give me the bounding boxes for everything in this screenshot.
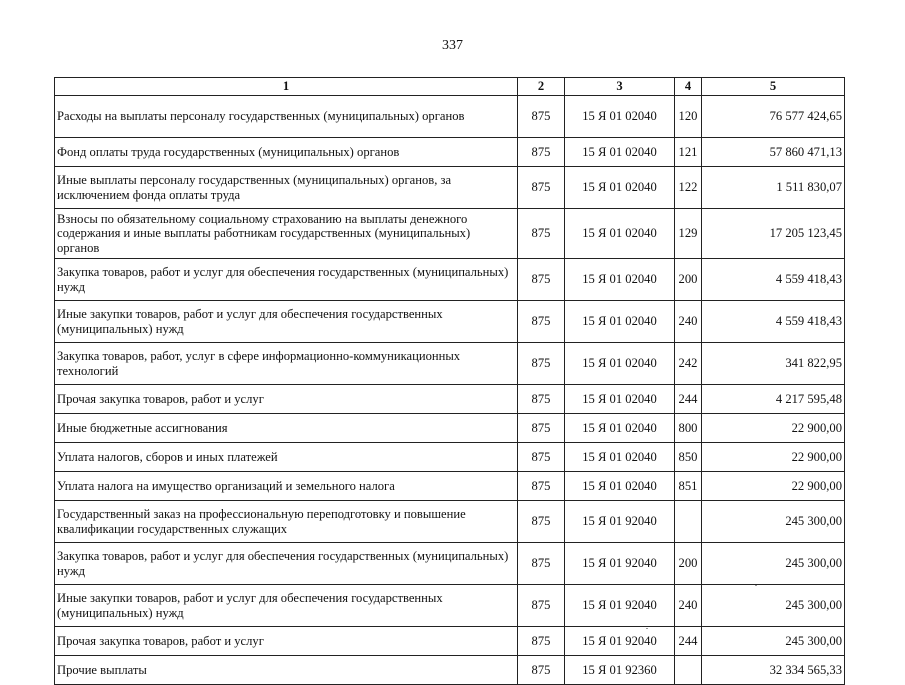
expense-kind: 240 [675,585,702,627]
table-row [55,443,845,472]
amount: 245 300,00 [702,501,845,543]
expense-kind: 800 [675,414,702,443]
target-article: 15 Я 01 02040 [565,472,675,501]
expense-name: Закупка товаров, работ и услуг для обеспечения государственных (муниципальных) нужд [55,259,518,301]
target-article: 15 Я 01 02040 [565,167,675,209]
target-article: 15 Я 01 02040 [565,259,675,301]
amount: 22 900,00 [702,443,845,472]
target-article: 15 Я 01 92040 [565,585,675,627]
expense-name: Взносы по обязательному социальному страхованию на выплаты денежного содержания и иные выплаты работникам государственных (муниципальных) органов [55,209,518,259]
target-article: 15 Я 01 02040 [565,414,675,443]
expense-kind: 242 [675,343,702,385]
department-code: 875 [518,414,565,443]
expense-kind: 244 [675,627,702,656]
department-code: 875 [518,138,565,167]
expense-kind: 244 [675,385,702,414]
department-code: 875 [518,472,565,501]
amount: 22 900,00 [702,472,845,501]
expense-kind: 850 [675,443,702,472]
expense-kind: 129 [675,209,702,259]
expense-name: Прочая закупка товаров, работ и услуг [55,385,518,414]
amount: 57 860 471,13 [702,138,845,167]
table-row [55,343,845,385]
expense-kind: 851 [675,472,702,501]
expense-kind: 120 [675,96,702,138]
expense-name: Иные закупки товаров, работ и услуг для обеспечения государственных (муниципальных) нужд [55,301,518,343]
department-code: 875 [518,96,565,138]
expense-name: Расходы на выплаты персоналу государственных (муниципальных) органов [55,96,518,138]
header-col-3: 3 [565,78,675,96]
department-code: 875 [518,443,565,472]
amount: 4 217 595,48 [702,385,845,414]
target-article: 15 Я 01 02040 [565,443,675,472]
target-article: 15 Я 01 02040 [565,96,675,138]
budget-table [54,77,845,685]
expense-name: Иные закупки товаров, работ и услуг для обеспечения государственных (муниципальных) нужд [55,585,518,627]
amount: 4 559 418,43 [702,301,845,343]
table-row [55,414,845,443]
department-code: 875 [518,301,565,343]
expense-name: Государственный заказ на профессиональную переподготовку и повышение квалификации государственных служащих [55,501,518,543]
expense-kind: 121 [675,138,702,167]
target-article: 15 Я 01 92360 [565,656,675,685]
amount: 245 300,00 [702,543,845,585]
expense-kind: 122 [675,167,702,209]
target-article: 15 Я 01 02040 [565,138,675,167]
expense-name: Фонд оплаты труда государственных (муниципальных) органов [55,138,518,167]
table-row [55,385,845,414]
target-article: 15 Я 01 02040 [565,385,675,414]
expense-kind [675,656,702,685]
target-article: 15 Я 01 02040 [565,301,675,343]
expense-kind: 200 [675,259,702,301]
amount: 1 511 830,07 [702,167,845,209]
department-code: 875 [518,167,565,209]
table-row [55,543,845,585]
amount: 32 334 565,33 [702,656,845,685]
header-col-4: 4 [675,78,702,96]
department-code: 875 [518,656,565,685]
table-row [55,627,845,656]
expense-kind [675,501,702,543]
table-row [55,501,845,543]
expense-name: Иные бюджетные ассигнования [55,414,518,443]
header-col-5: 5 [702,78,845,96]
department-code: 875 [518,585,565,627]
header-row [55,78,845,96]
amount: 245 300,00 [702,627,845,656]
target-article: 15 Я 01 92040 [565,543,675,585]
expense-name: Прочие выплаты [55,656,518,685]
target-article: 15 Я 01 02040 [565,209,675,259]
table-row [55,585,845,627]
expense-name: Иные выплаты персоналу государственных (муниципальных) органов, за исключением фонда оплаты труда [55,167,518,209]
page-number: 337 [442,38,463,53]
department-code: 875 [518,627,565,656]
expense-kind: 200 [675,543,702,585]
department-code: 875 [518,543,565,585]
department-code: 875 [518,259,565,301]
header-col-1: 1 [55,78,518,96]
expense-name: Закупка товаров, работ и услуг для обеспечения государственных (муниципальных) нужд [55,543,518,585]
department-code: 875 [518,385,565,414]
target-article: 15 Я 01 02040 [565,343,675,385]
department-code: 875 [518,209,565,259]
expense-name: Уплата налога на имущество организаций и земельного налога [55,472,518,501]
table-row [55,96,845,138]
amount: 341 822,95 [702,343,845,385]
department-code: 875 [518,343,565,385]
amount: 22 900,00 [702,414,845,443]
amount: 245 300,00 [702,585,845,627]
expense-name: Уплата налогов, сборов и иных платежей [55,443,518,472]
expense-name: Прочая закупка товаров, работ и услуг [55,627,518,656]
target-article: 15 Я 01 92040 [565,501,675,543]
target-article: 15 Я 01 92040 [565,627,675,656]
table-row [55,167,845,209]
amount: 17 205 123,45 [702,209,845,259]
scan-speck [755,585,757,586]
table-row [55,656,845,685]
table-row [55,138,845,167]
table-row [55,209,845,259]
expense-name: Закупка товаров, работ, услуг в сфере информационно-коммуникационных технологий [55,343,518,385]
expense-kind: 240 [675,301,702,343]
amount: 76 577 424,65 [702,96,845,138]
table-row [55,301,845,343]
scan-speck [646,628,648,629]
header-col-2: 2 [518,78,565,96]
table-row [55,472,845,501]
department-code: 875 [518,501,565,543]
table-row [55,259,845,301]
amount: 4 559 418,43 [702,259,845,301]
